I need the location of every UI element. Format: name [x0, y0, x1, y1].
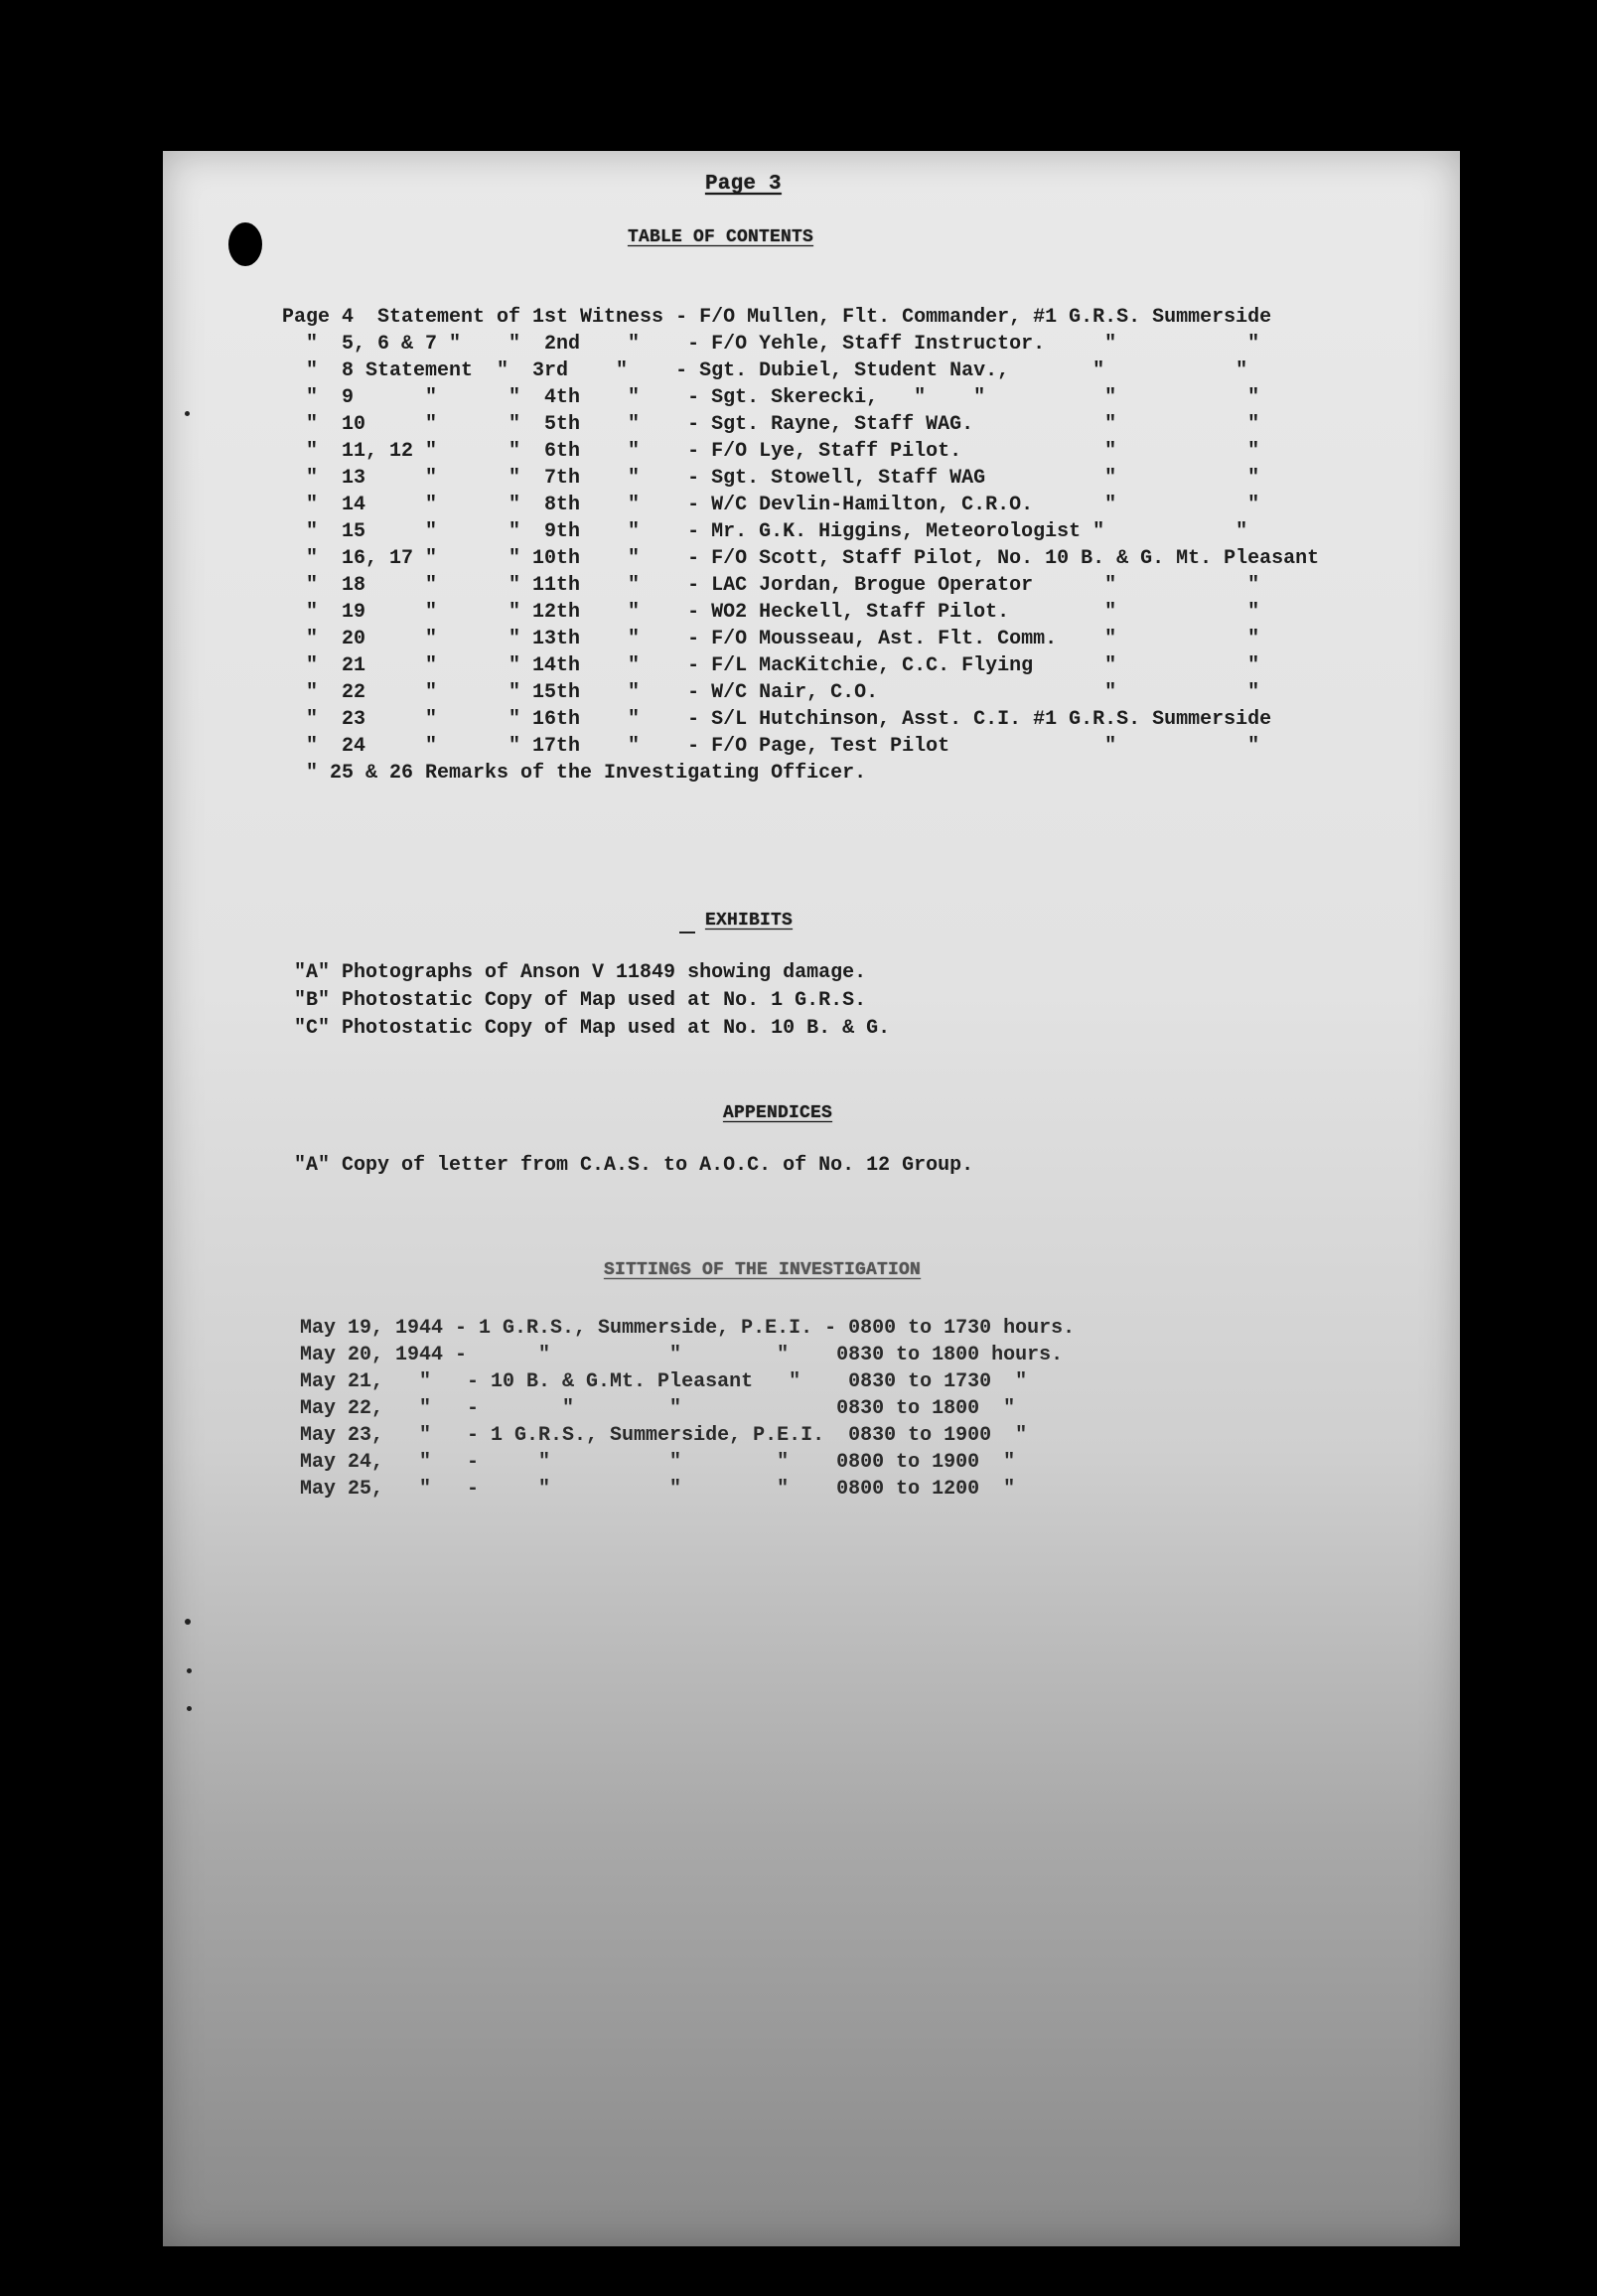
toc-line: " 19 " " 12th " - WO2 Heckell, Staff Pilot. " "	[282, 601, 1260, 624]
toc-line: Page 4 Statement of 1st Witness - F/O Mullen, Flt. Commander, #1 G.R.S. Summerside	[282, 306, 1272, 329]
toc-line: " 22 " " 15th " - W/C Nair, C.O. " "	[282, 681, 1260, 704]
toc-line: " 10 " " 5th " - Sgt. Rayne, Staff WAG. " "	[282, 413, 1260, 436]
exhibits-heading: EXHIBITS	[705, 911, 794, 931]
toc-line: " 11, 12 " " 6th " - F/O Lye, Staff Pilot. " "	[282, 440, 1260, 463]
toc-line: " 16, 17 " " 10th " - F/O Scott, Staff Pilot, No. 10 B. & G. Mt. Pleasant	[282, 547, 1320, 570]
document-page	[163, 151, 1460, 2246]
paper-speck	[187, 1706, 192, 1711]
toc-line: " 24 " " 17th " - F/O Page, Test Pilot " "	[282, 735, 1260, 758]
paper-speck	[187, 1668, 192, 1673]
paper-speck	[185, 1619, 191, 1625]
sitting-row: May 21, " - 10 B. & G.Mt. Pleasant " 0830 to 1730 "	[300, 1370, 1028, 1393]
sitting-row: May 22, " - " " 0830 to 1800 "	[300, 1397, 1016, 1420]
appendix-item: "A" Copy of letter from C.A.S. to A.O.C. of No. 12 Group.	[294, 1154, 974, 1177]
sitting-row: May 20, 1944 - " " " 0830 to 1800 hours.	[300, 1344, 1064, 1366]
sitting-row: May 24, " - " " " 0800 to 1900 "	[300, 1451, 1016, 1474]
toc-line: " 21 " " 14th " - F/L MacKitchie, C.C. Flying " "	[282, 654, 1260, 677]
toc-line: " 18 " " 11th " - LAC Jordan, Brogue Operator " "	[282, 574, 1260, 597]
toc-line: " 14 " " 8th " - W/C Devlin-Hamilton, C.R.O. " "	[282, 494, 1260, 516]
sittings-heading: SITTINGS OF THE INVESTIGATION	[604, 1260, 922, 1280]
paper-speck	[185, 411, 190, 416]
toc-line: " 5, 6 & 7 " " 2nd " - F/O Yehle, Staff Instructor. " "	[282, 333, 1260, 356]
toc-heading: TABLE OF CONTENTS	[628, 227, 814, 247]
sitting-row: May 25, " - " " " 0800 to 1200 "	[300, 1478, 1016, 1501]
page-label: Page 3	[705, 173, 782, 196]
sitting-row: May 19, 1944 - 1 G.R.S., Summerside, P.E.I. - 0800 to 1730 hours.	[300, 1317, 1076, 1340]
toc-line: " 25 & 26 Remarks of the Investigating Officer.	[282, 762, 867, 785]
exhibit-item: "C" Photostatic Copy of Map used at No. 10 B. & G.	[294, 1017, 891, 1040]
toc-line: " 20 " " 13th " - F/O Mousseau, Ast. Flt. Comm. " "	[282, 628, 1260, 650]
toc-line: " 23 " " 16th " - S/L Hutchinson, Asst. C.I. #1 G.R.S. Summerside	[282, 708, 1272, 731]
exhibit-item: "B" Photostatic Copy of Map used at No. 1 G.R.S.	[294, 989, 867, 1012]
exhibit-item: "A" Photographs of Anson V 11849 showing damage.	[294, 961, 867, 984]
toc-line: " 13 " " 7th " - Sgt. Stowell, Staff WAG " "	[282, 467, 1260, 490]
punch-hole	[228, 222, 262, 266]
toc-line: " 9 " " 4th " - Sgt. Skerecki, " " " "	[282, 386, 1260, 409]
sitting-row: May 23, " - 1 G.R.S., Summerside, P.E.I. 0830 to 1900 "	[300, 1424, 1028, 1447]
appendices-heading: APPENDICES	[723, 1103, 833, 1123]
toc-line: " 15 " " 9th " - Mr. G.K. Higgins, Meteorologist " "	[282, 520, 1248, 543]
paper-speck	[679, 932, 695, 933]
toc-line: " 8 Statement " 3rd " - Sgt. Dubiel, Student Nav., " "	[282, 359, 1248, 382]
